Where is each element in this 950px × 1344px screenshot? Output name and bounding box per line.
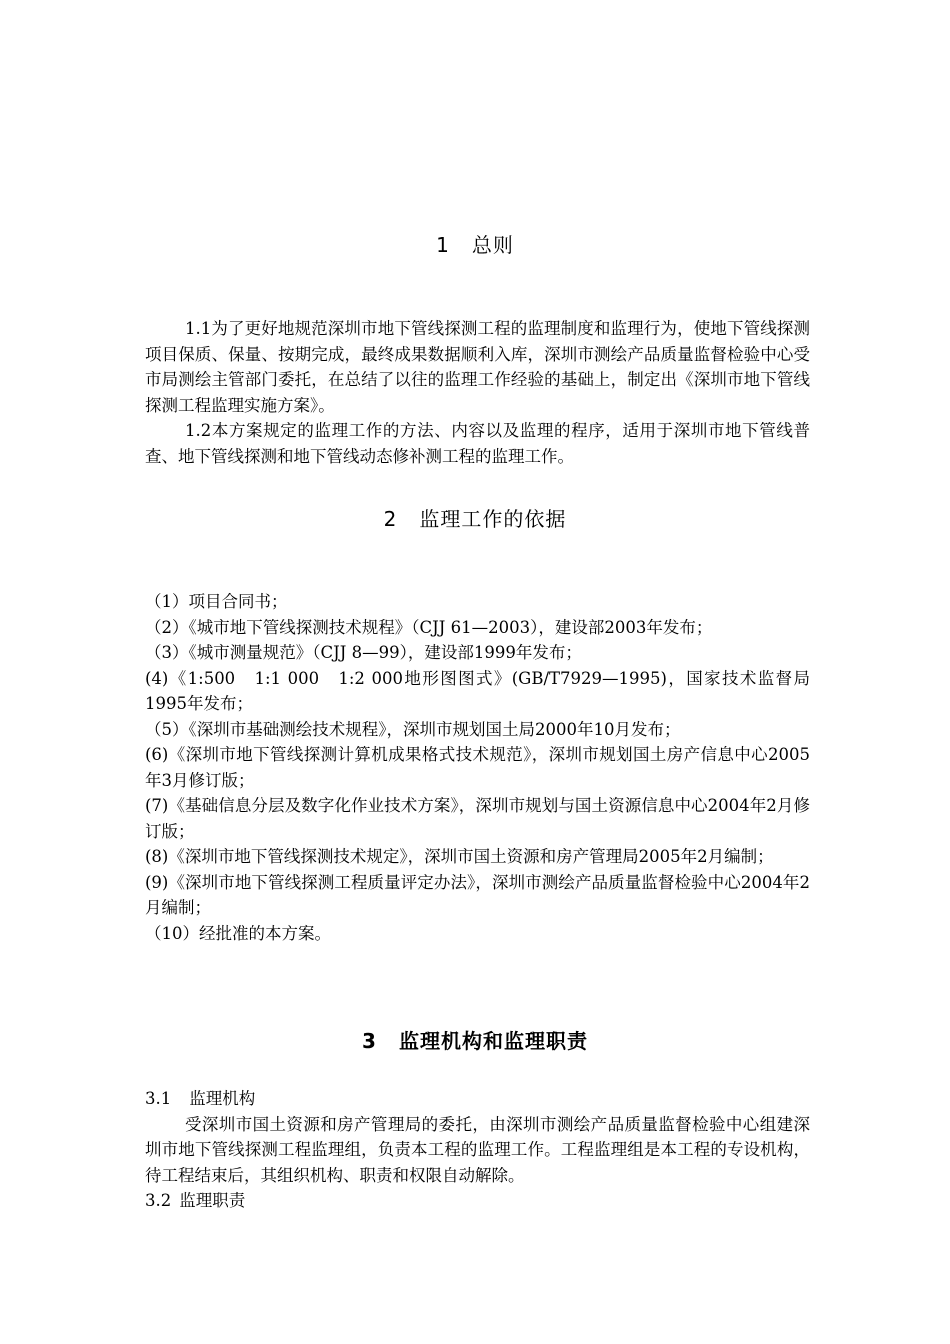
section-2-number: 2	[383, 507, 398, 531]
subsection-3-1-number: 3.1	[145, 1089, 172, 1108]
subsection-3-2-heading	[145, 1188, 810, 1214]
reference-item-10: （10）经批准的本方案。	[145, 923, 331, 943]
subsection-3-1-title: 监理机构	[189, 1089, 256, 1108]
reference-item-7: (7)《基础信息分层及数字化作业技术方案》，深圳市规划与国土资源信息中心2004年2月修订版；	[145, 796, 810, 841]
reference-item-5: （5）《深圳市基础测绘技术规程》，深圳市规划国土局2000年10月发布；	[145, 719, 681, 739]
section-3-title: 监理机构和监理职责	[398, 1029, 588, 1053]
reference-item-4: (4)《1:500 1:1 000 1:2 000地形图图式》(GB/T7929—1995)，国家技术监督局1995年发布；	[145, 668, 810, 713]
paragraph-3-1: 受深圳市国土资源和房产管理局的委托，由深圳市测绘产品质量监督检验中心组建深圳市地下管线探测工程监理组，负责本工程的监理工作。工程监理组是本工程的专设机构，待工程结束后，其组织机构、职责和权限自动解除。	[145, 1114, 810, 1185]
paragraph-1-2: 1.2本方案规定的监理工作的方法、内容以及监理的程序，适用于深圳市地下管线普查、地下管线探测和地下管线动态修补测工程的监理工作。	[145, 421, 810, 466]
section-1-number: 1	[436, 233, 450, 257]
subsection-3-2-title: 监理职责	[179, 1191, 246, 1210]
reference-item-6: (6)《深圳市地下管线探测计算机成果格式技术规范》，深圳市规划国土房产信息中心2005年3月修订版；	[145, 745, 810, 790]
section-3-number: 3	[362, 1029, 377, 1053]
section-2-title: 监理工作的依据	[419, 507, 567, 531]
section-1-title: 总则	[471, 233, 514, 257]
section-3-body	[145, 1086, 810, 1214]
subsection-3-2-number: 3.2	[145, 1191, 172, 1210]
reference-item-8: (8)《深圳市地下管线探测技术规定》，深圳市国土资源和房产管理局2005年2月编制；	[145, 847, 774, 866]
section-2-list	[145, 589, 810, 946]
section-2-heading	[0, 503, 950, 532]
subsection-3-1-heading	[145, 1086, 810, 1112]
reference-item-3: （3）《城市测量规范》（CJJ 8—99），建设部1999年发布；	[145, 643, 582, 662]
reference-item-2: （2）《城市地下管线探测技术规程》（CJJ 61—2003），建设部2003年发布；	[145, 617, 713, 637]
section-1-body	[145, 316, 810, 469]
reference-item-9: (9)《深圳市地下管线探测工程质量评定办法》，深圳市测绘产品质量监督检验中心2004年2月编制；	[145, 872, 810, 917]
reference-item-1: （1）项目合同书；	[145, 592, 288, 611]
paragraph-1-1: 1.1为了更好地规范深圳市地下管线探测工程的监理制度和监理行为，使地下管线探测项目保质、保量、按期完成，最终成果数据顺利入库，深圳市测绘产品质量监督检验中心受市局测绘主管部门委托，在总结了以往的监理工作经验的基础上，制定出《深圳市地下管线探测工程监理实施方案》。	[145, 319, 810, 415]
section-3-heading	[0, 1025, 950, 1054]
section-1-heading	[0, 229, 950, 258]
